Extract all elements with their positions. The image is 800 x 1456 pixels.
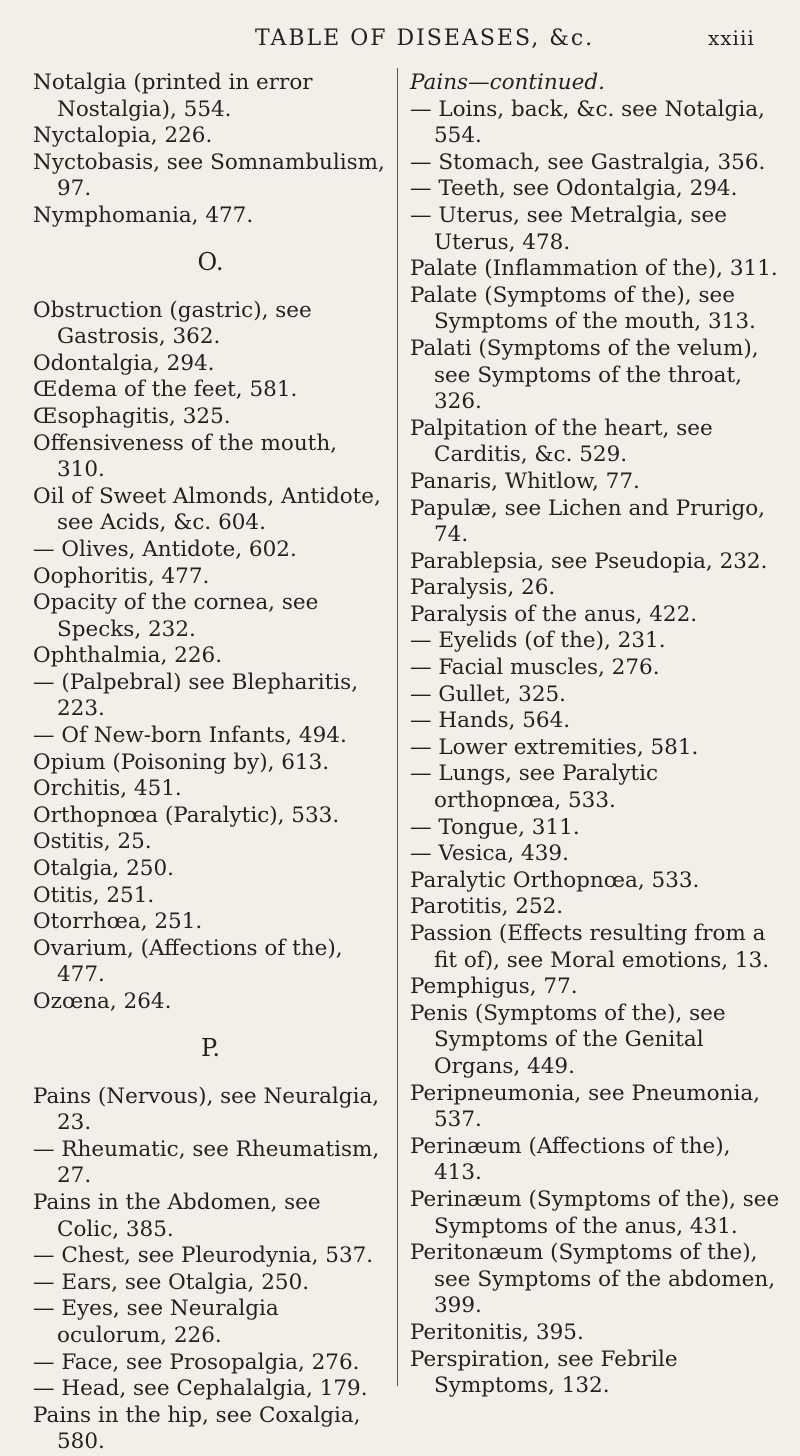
index-entry: Notalgia (printed in error Nostalgia), 554.	[33, 70, 313, 122]
index-entry: — Stomach, see Gastralgia, 356.	[410, 149, 766, 175]
index-entry: Ophthalmia, 226.	[33, 643, 223, 669]
index-entry: Passion (Effects resulting from a fit of), see Moral emotions, 13.	[410, 921, 770, 973]
index-entry: Otalgia, 250.	[33, 856, 174, 882]
right-column	[410, 70, 780, 1400]
index-entry: Nyctalopia, 226.	[33, 123, 213, 149]
index-entry: Peripneumonia, see Pneumonia, 537.	[410, 1080, 761, 1133]
index-entry: Œdema of the feet, 581.	[33, 377, 298, 403]
index-entry: Nyctobasis, see Somnambulism, 97.	[33, 149, 385, 202]
index-entry: Ostitis, 25.	[33, 829, 152, 855]
index-entry: Peritonæum (Symptoms of the), see Symptoms of the abdomen, 399.	[410, 1240, 776, 1319]
index-entry: Paralytic Orthopnœa, 533.	[410, 867, 700, 893]
index-entry: Penis (Symptoms of the), see Symptoms of the Genital Organs, 449.	[410, 1000, 726, 1079]
index-group-o	[33, 298, 388, 1016]
index-entry: Oil of Sweet Almonds, Antidote, see Acids, &c. 604.	[33, 483, 381, 536]
index-entry: Peritonitis, 395.	[410, 1319, 584, 1345]
index-entry: Orthopnœa (Paralytic), 533.	[33, 802, 340, 828]
index-entry: Palate (Symptoms of the), see Symptoms of the mouth, 313.	[410, 282, 756, 335]
index-entry: — Chest, see Pleurodynia, 537.	[33, 1243, 374, 1269]
index-entry: — Olives, Antidote, 602.	[33, 536, 297, 562]
index-entry: — Gullet, 325.	[410, 681, 567, 707]
index-entry: Perspiration, see Febrile Symptoms, 132.	[410, 1346, 678, 1399]
index-entry: — Of New-born Infants, 494.	[33, 723, 347, 749]
index-entry: — Head, see Cephalalgia, 179.	[33, 1376, 368, 1402]
running-title: TABLE OF DISEASES, &c.	[255, 26, 595, 51]
section-letter-p: P.	[201, 1033, 220, 1062]
index-entry: Ozœna, 264.	[33, 989, 172, 1014]
index-entry: — Eyelids (of the), 231.	[410, 628, 666, 654]
page-header	[0, 20, 800, 60]
index-entry: — Uterus, see Metralgia, see Uterus, 478.	[410, 202, 727, 255]
column-divider	[397, 68, 398, 1386]
index-entry: Paralysis, 26.	[410, 575, 556, 601]
index-entry: Palpitation of the heart, see Carditis, &c. 529.	[410, 415, 713, 468]
index-entry: Pains in the hip, see Coxalgia, 580.	[33, 1402, 361, 1455]
index-entry: Ovarium, (Affections of the), 477.	[33, 935, 343, 988]
index-entry: — Vesica, 439.	[410, 841, 569, 867]
index-entry: Oophoritis, 477.	[33, 563, 210, 589]
index-entry: — (Palpebral) see Blepharitis, 223.	[33, 669, 359, 722]
index-entry: Œsophagitis, 325.	[33, 403, 231, 429]
index-entry: Opium (Poisoning by), 613.	[33, 749, 330, 775]
index-entry: Pains in the Abdomen, see Colic, 385.	[33, 1189, 321, 1242]
continued-heading: Pains—continued.	[410, 70, 605, 95]
index-entry: — Eyes, see Neuralgia oculorum, 226.	[33, 1296, 279, 1348]
index-entry: Palati (Symptoms of the velum), see Symptoms of the throat, 326.	[410, 335, 759, 415]
index-entry: — Rheumatic, see Rheumatism, 27.	[33, 1136, 380, 1189]
index-entry: Otorrhœa, 251.	[33, 909, 203, 935]
index-entry: Otitis, 251.	[33, 882, 155, 908]
index-group-n	[33, 70, 388, 230]
index-entry: Orchitis, 451.	[33, 776, 182, 802]
index-entry: — Facial muscles, 276.	[410, 655, 660, 681]
index-entry: Paralysis of the anus, 422.	[410, 601, 698, 627]
index-entry: Pains (Nervous), see Neuralgia, 23.	[33, 1083, 380, 1136]
index-entry: Nymphomania, 477.	[33, 202, 254, 228]
index-entry: Perinæum (Symptoms of the), see Symptoms of the anus, 431.	[410, 1186, 780, 1239]
index-entry: — Tongue, 311.	[410, 814, 580, 840]
index-group-p	[33, 1084, 388, 1456]
left-column	[33, 70, 388, 1456]
page-number: xxiii	[708, 26, 755, 50]
index-entry: Odontalgia, 294.	[33, 350, 215, 376]
index-entry: Offensiveness of the mouth, 310.	[33, 430, 338, 483]
index-entry: — Ears, see Otalgia, 250.	[33, 1269, 310, 1295]
section-letter-o: O.	[197, 247, 224, 276]
index-entry: Parablepsia, see Pseudopia, 232.	[410, 548, 768, 574]
index-entry: Panaris, Whitlow, 77.	[410, 468, 640, 494]
index-entry: Palate (Inflammation of the), 311.	[410, 256, 778, 282]
index-group-p-continued	[410, 97, 780, 1400]
index-entry: — Lower extremities, 581.	[410, 734, 699, 760]
index-entry: Papulæ, see Lichen and Prurigo, 74.	[410, 495, 765, 548]
index-entry: — Lungs, see Paralytic orthopnœa, 533.	[410, 761, 659, 814]
index-entry: — Teeth, see Odontalgia, 294.	[410, 176, 738, 202]
index-entry: — Face, see Prosopalgia, 276.	[33, 1349, 360, 1375]
index-entry: Obstruction (gastric), see Gastrosis, 362.	[33, 297, 312, 350]
index-entry: Pemphigus, 77.	[410, 974, 578, 1000]
index-entry: — Hands, 564.	[410, 708, 571, 734]
index-entry: Opacity of the cornea, see Specks, 232.	[33, 590, 319, 642]
index-entry: Parotitis, 252.	[410, 894, 564, 920]
index-entry: Perinæum (Affections of the), 413.	[410, 1133, 731, 1186]
index-entry: — Loins, back, &c. see Notalgia, 554.	[410, 96, 765, 149]
